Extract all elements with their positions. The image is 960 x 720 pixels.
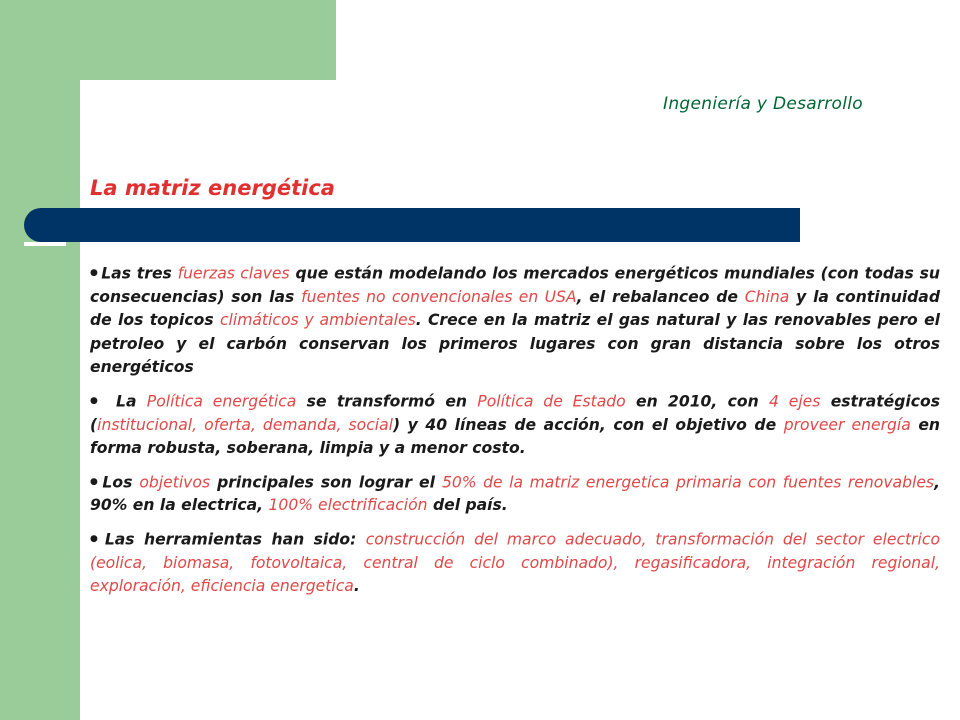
paragraph — [90, 262, 940, 380]
paragraph-text: Las tres — [101, 264, 178, 283]
highlight-text: construcción del marco adecuado, transformación del sector electrico (eolica, biomasa, fotovoltaica, central de ciclo combinado), regasificadora, integración regional, exploración, eficiencia energetica — [90, 530, 940, 595]
paragraph-text: ) y 40 líneas de acción, con el objetivo de — [393, 415, 784, 434]
bullet-icon: ● — [90, 395, 103, 406]
header-text: Ingeniería y Desarrollo — [663, 94, 863, 114]
highlight-text: 4 ejes — [768, 392, 821, 410]
highlight-text: Política energética — [146, 392, 297, 410]
highlight-text: climáticos y ambientales — [219, 311, 416, 330]
highlight-text: fuerzas claves — [177, 264, 290, 283]
bullet-icon: ● — [90, 476, 100, 487]
bar-notch — [24, 242, 66, 246]
highlight-text: fuentes no convencionales en USA — [301, 287, 577, 306]
paragraph-text: La — [105, 392, 147, 410]
paragraph-text: , 90% en la electrica, — [90, 472, 940, 515]
left-green-band — [0, 0, 80, 720]
highlight-text: Política de Estado — [477, 392, 626, 410]
paragraph-text: se transformó en — [296, 392, 478, 410]
paragraph-text: en forma robusta, soberana, limpia y a menor costo. — [90, 415, 940, 457]
paragraph-text: estratégicos ( — [90, 392, 940, 434]
highlight-text: institucional, oferta, demanda, social — [97, 415, 393, 434]
paragraph-text: , el rebalanceo de — [576, 287, 745, 306]
title-underline-bar — [24, 208, 800, 242]
paragraph-text: Los — [102, 472, 140, 491]
bullet-icon: ● — [90, 268, 99, 278]
paragraph-text: principales son lograr el — [210, 472, 442, 491]
top-green-band — [0, 0, 336, 80]
highlight-text: China — [744, 287, 790, 306]
page-title: La matriz energética — [90, 176, 335, 200]
paragraph — [90, 471, 940, 518]
paragraph-text: Las herramientas han sido: — [104, 530, 366, 548]
paragraph-text: del país. — [427, 496, 508, 515]
body-content — [90, 262, 940, 609]
bullet-icon: ● — [90, 533, 102, 544]
paragraph-text: . — [353, 577, 360, 595]
paragraph-text: que están modelando los mercados energéticos mundiales (con todas su consecuencias) son las — [90, 264, 941, 306]
rounded-corner — [80, 80, 160, 160]
paragraph-text: . Crece en la matriz el gas natural y las renovables pero el petroleo y el carbón conservan los primeros lugares con gran distancia sobre los otros energéticos — [90, 311, 940, 377]
paragraph-text: en 2010, con — [625, 392, 769, 410]
paragraph — [90, 528, 940, 599]
highlight-text: 50% de la matriz energetica primaria con fuentes renovables — [441, 472, 935, 491]
highlight-text: 100% electrificación — [268, 496, 428, 515]
paragraph-text: y la continuidad de los topicos — [90, 287, 940, 330]
highlight-text: proveer energía — [783, 415, 911, 434]
paragraph — [90, 390, 940, 461]
highlight-text: objetivos — [139, 472, 211, 491]
